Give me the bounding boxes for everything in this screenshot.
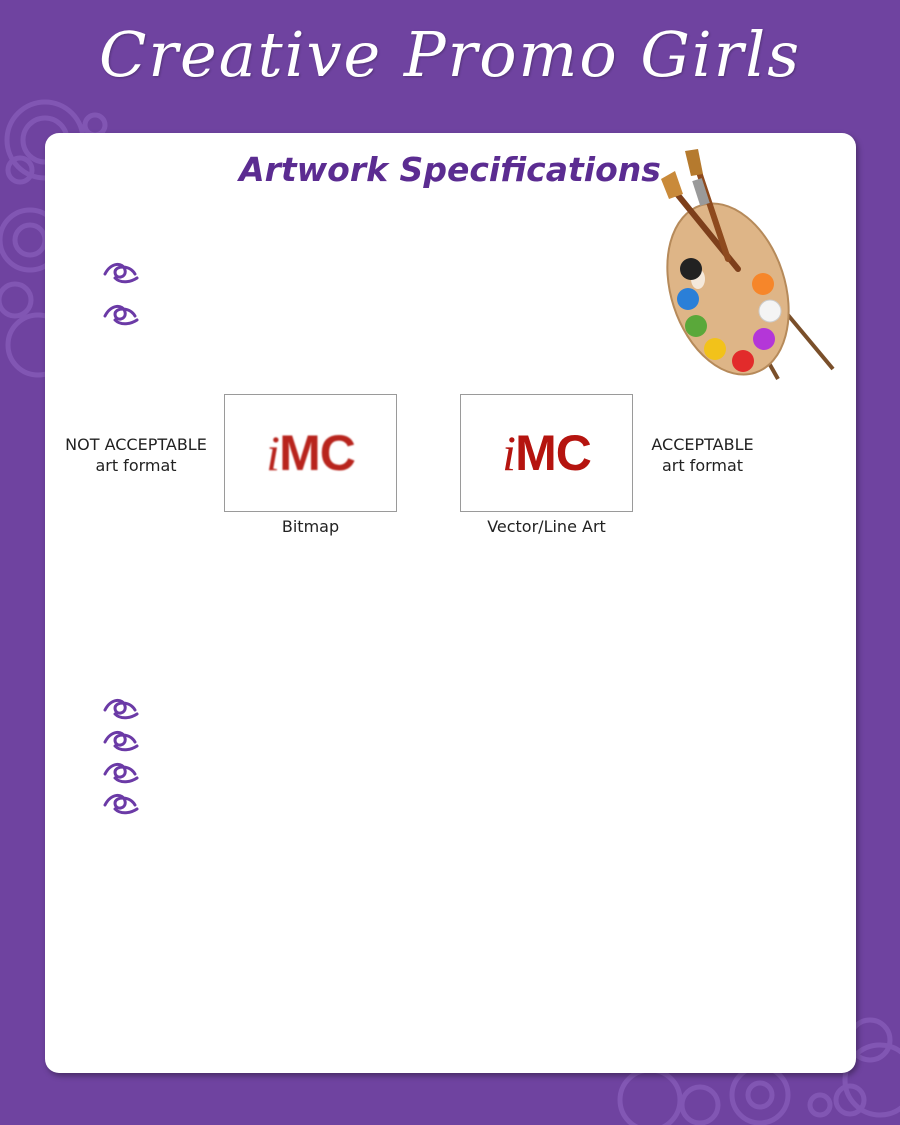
- swirl-bullet-icon: [101, 791, 141, 817]
- brand-title: Creative Promo Girls: [98, 18, 802, 91]
- logo-mark: iMC: [502, 425, 591, 481]
- content-card: [45, 133, 856, 1073]
- swirl-bullet-icon: [101, 760, 141, 786]
- paint-palette-icon: [653, 149, 838, 381]
- not-acceptable-status: NOT ACCEPTABLE: [65, 435, 207, 454]
- logo-mark: iMC: [266, 425, 355, 481]
- vector-logo-sample: [460, 394, 633, 512]
- not-acceptable-note: art format: [95, 456, 177, 475]
- page-title: Artwork Specifications: [239, 150, 661, 189]
- not-acceptable-label: [59, 434, 213, 476]
- acceptable-status: ACCEPTABLE: [651, 435, 754, 454]
- vector-caption: Vector/Line Art: [487, 517, 606, 536]
- swirl-bullet-icon: [101, 696, 141, 722]
- swirl-bullet-icon: [101, 728, 141, 754]
- swirl-bullet-icon: [101, 260, 141, 286]
- bitmap-caption: Bitmap: [281, 517, 340, 536]
- swirl-bullet-icon: [101, 302, 141, 328]
- acceptable-label: [635, 434, 770, 476]
- bitmap-logo-sample: [224, 394, 397, 512]
- acceptable-note: art format: [661, 456, 744, 475]
